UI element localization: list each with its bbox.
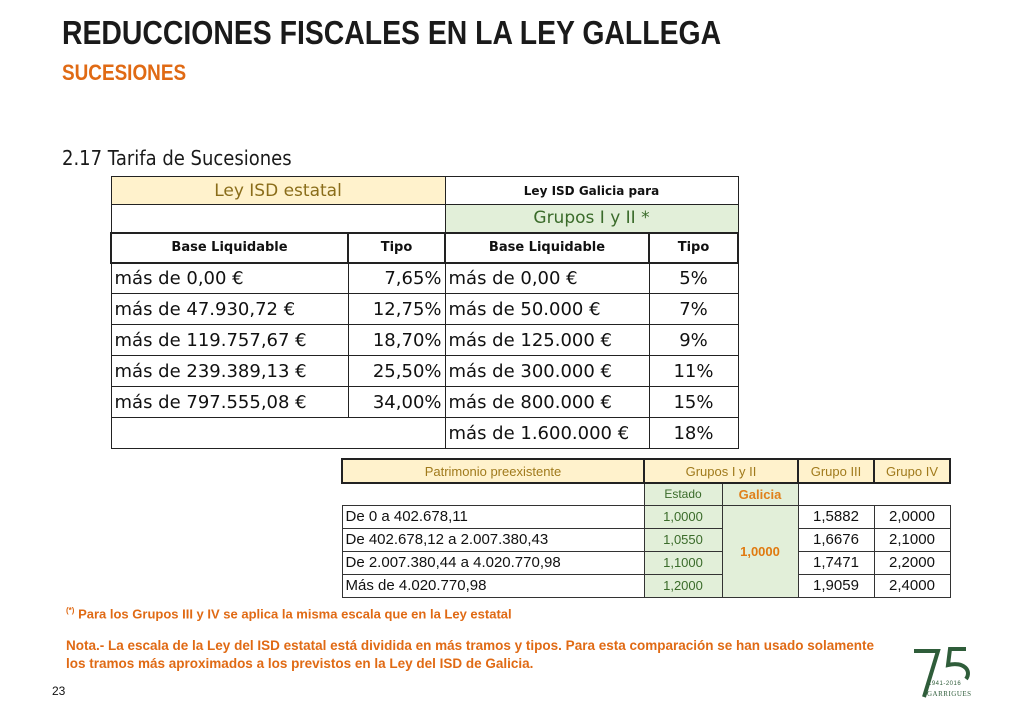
page-number: 23 <box>52 684 66 698</box>
tramo: De 0 a 402.678,11 <box>342 505 644 528</box>
logo-years: 1941-2016 <box>928 681 962 687</box>
coef-grupo-iv: 2,2000 <box>874 551 950 574</box>
tipo-galicia: 18% <box>649 418 738 449</box>
section-title: 2.17 Tarifa de Sucesiones <box>62 146 292 170</box>
base-galicia: más de 0,00 € <box>445 263 649 294</box>
header-grupo-iii: Grupo III <box>798 459 874 483</box>
tipo-galicia: 7% <box>649 294 738 325</box>
tipo-estatal: 18,70% <box>348 325 445 356</box>
header-grupos-i-ii: Grupos I y II <box>644 459 798 483</box>
tipo-estatal: 12,75% <box>348 294 445 325</box>
header-grupo-iv: Grupo IV <box>874 459 950 483</box>
base-galicia: más de 800.000 € <box>445 387 649 418</box>
subheader-blank <box>798 483 874 505</box>
table-row <box>342 551 950 574</box>
tipo-galicia: 5% <box>649 263 738 294</box>
logo-name: GARRIGUES <box>927 690 972 698</box>
tipo-galicia: 11% <box>649 356 738 387</box>
table-row <box>111 418 738 449</box>
tipo-galicia: 9% <box>649 325 738 356</box>
base-galicia: más de 125.000 € <box>445 325 649 356</box>
base-galicia: más de 300.000 € <box>445 356 649 387</box>
footnote <box>66 606 512 621</box>
coef-estado: 1,1000 <box>644 551 722 574</box>
note: Nota.- La escala de la Ley del ISD estatal está dividida en más tramos y tipos. Para esta comparación se han usado solamente los tramos más aproximados a los previstos en la Ley del ISD de Galicia. <box>66 638 875 671</box>
table-row <box>111 325 738 356</box>
header-ley-estatal: Ley ISD estatal <box>111 177 445 205</box>
table-row <box>342 574 950 597</box>
coef-grupo-iv: 2,0000 <box>874 505 950 528</box>
table-row <box>342 505 950 528</box>
base-estatal-empty <box>111 418 445 449</box>
tipo-estatal: 7,65% <box>348 263 445 294</box>
coef-estado: 1,0550 <box>644 528 722 551</box>
tramo: De 402.678,12 a 2.007.380,43 <box>342 528 644 551</box>
tipo-galicia: 15% <box>649 387 738 418</box>
col-tipo-galicia: Tipo <box>649 233 738 263</box>
footnote-text: Para los Grupos III y IV se aplica la misma escala que en la Ley estatal <box>78 606 512 622</box>
col-tipo-estatal: Tipo <box>348 233 445 263</box>
coef-grupo-iv: 2,4000 <box>874 574 950 597</box>
header-patrimonio: Patrimonio preexistente <box>342 459 644 483</box>
tarifa-table <box>110 176 739 449</box>
table-row <box>111 263 738 294</box>
coef-estado: 1,2000 <box>644 574 722 597</box>
base-estatal: más de 0,00 € <box>111 263 348 294</box>
subheader-estado: Estado <box>644 483 722 505</box>
page-title: REDUCCIONES FISCALES EN LA LEY GALLEGA <box>62 14 722 51</box>
coef-grupo-iv: 2,1000 <box>874 528 950 551</box>
footnote-mark: (*) <box>66 606 75 615</box>
page-subtitle: SUCESIONES <box>62 60 187 85</box>
patrimonio-table <box>341 458 951 598</box>
header-grupos-i-ii: Grupos I y II * <box>445 205 738 233</box>
base-estatal: más de 119.757,67 € <box>111 325 348 356</box>
header-blank <box>111 205 445 233</box>
coef-estado: 1,0000 <box>644 505 722 528</box>
coef-grupo-iii: 1,5882 <box>798 505 874 528</box>
col-base-galicia: Base Liquidable <box>445 233 649 263</box>
subheader-galicia: Galicia <box>722 483 798 505</box>
col-base-estatal: Base Liquidable <box>111 233 348 263</box>
base-galicia: más de 1.600.000 € <box>445 418 649 449</box>
coef-grupo-iii: 1,7471 <box>798 551 874 574</box>
table-row <box>111 387 738 418</box>
coef-galicia: 1,0000 <box>722 505 798 597</box>
coef-grupo-iii: 1,9059 <box>798 574 874 597</box>
tramo: De 2.007.380,44 a 4.020.770,98 <box>342 551 644 574</box>
subheader-blank <box>874 483 950 505</box>
subheader-blank <box>342 483 644 505</box>
table-row <box>342 528 950 551</box>
tipo-estatal: 34,00% <box>348 387 445 418</box>
base-estatal: más de 47.930,72 € <box>111 294 348 325</box>
tramo: Más de 4.020.770,98 <box>342 574 644 597</box>
base-estatal: más de 239.389,13 € <box>111 356 348 387</box>
table-row <box>111 294 738 325</box>
table-row <box>111 356 738 387</box>
base-galicia: más de 50.000 € <box>445 294 649 325</box>
coef-grupo-iii: 1,6676 <box>798 528 874 551</box>
base-estatal: más de 797.555,08 € <box>111 387 348 418</box>
header-ley-galicia: Ley ISD Galicia para <box>445 177 738 205</box>
tipo-estatal: 25,50% <box>348 356 445 387</box>
